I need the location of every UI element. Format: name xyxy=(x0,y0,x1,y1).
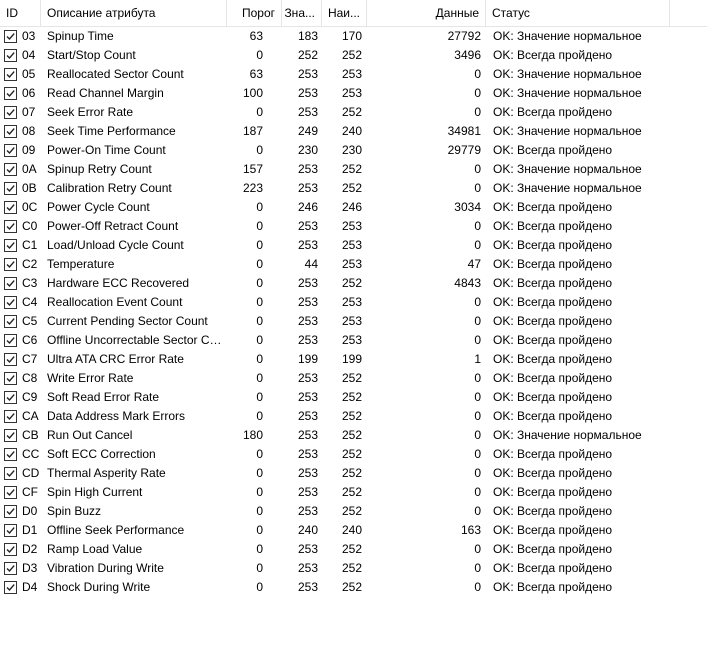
attribute-data: 0 xyxy=(474,561,481,575)
attribute-worst: 252 xyxy=(341,409,362,423)
attribute-id: C9 xyxy=(22,390,38,404)
attribute-description: Write Error Rate xyxy=(47,371,134,385)
column-header-id[interactable]: ID xyxy=(0,0,41,26)
attribute-worst: 252 xyxy=(341,181,362,195)
row-checkbox[interactable] xyxy=(4,581,17,594)
attribute-status: OK: Значение нормальное xyxy=(493,162,642,176)
row-checkbox[interactable] xyxy=(4,391,17,404)
attribute-worst: 252 xyxy=(341,162,362,176)
attribute-threshold: 0 xyxy=(256,561,263,575)
attribute-data: 27792 xyxy=(447,29,481,43)
attribute-threshold: 0 xyxy=(256,314,263,328)
attribute-threshold: 0 xyxy=(256,238,263,252)
attribute-id: C8 xyxy=(22,371,38,385)
attribute-worst: 252 xyxy=(341,580,362,594)
attribute-worst: 253 xyxy=(341,314,362,328)
attribute-description: Ramp Load Value xyxy=(47,542,143,556)
table-row[interactable] xyxy=(0,217,707,236)
attribute-data: 0 xyxy=(474,580,481,594)
table-row[interactable] xyxy=(0,274,707,293)
attribute-worst: 252 xyxy=(341,485,362,499)
attribute-value: 253 xyxy=(297,390,318,404)
attribute-description: Hardware ECC Recovered xyxy=(47,276,190,290)
attribute-status: OK: Всегда пройдено xyxy=(493,295,613,309)
attribute-data: 3034 xyxy=(454,200,481,214)
attribute-threshold: 0 xyxy=(256,219,263,233)
attribute-description: Seek Time Performance xyxy=(47,124,176,138)
attribute-id: D4 xyxy=(22,580,38,594)
attribute-description: Calibration Retry Count xyxy=(47,181,172,195)
attribute-id: C7 xyxy=(22,352,38,366)
column-header-data[interactable]: Данные xyxy=(367,0,486,26)
attribute-worst: 252 xyxy=(341,561,362,575)
attribute-status: OK: Всегда пройдено xyxy=(493,105,613,119)
attribute-value: 253 xyxy=(297,485,318,499)
attribute-threshold: 0 xyxy=(256,447,263,461)
table-row[interactable] xyxy=(0,369,707,388)
attribute-value: 253 xyxy=(297,447,318,461)
row-checkbox[interactable] xyxy=(4,68,17,81)
table-row[interactable] xyxy=(0,65,707,84)
attribute-value: 183 xyxy=(297,29,318,43)
attribute-id: 0B xyxy=(22,181,37,195)
table-row[interactable] xyxy=(0,46,707,65)
attribute-value: 44 xyxy=(304,257,318,271)
attribute-id: C1 xyxy=(22,238,38,252)
attribute-threshold: 0 xyxy=(256,580,263,594)
row-checkbox[interactable] xyxy=(4,486,17,499)
row-checkbox[interactable] xyxy=(4,87,17,100)
row-checkbox[interactable] xyxy=(4,49,17,62)
attribute-status: OK: Всегда пройдено xyxy=(493,504,613,518)
attribute-data: 3496 xyxy=(454,48,481,62)
attribute-description: Read Channel Margin xyxy=(47,86,164,100)
column-header-description[interactable]: Описание атрибута xyxy=(41,0,227,26)
attribute-id: 06 xyxy=(22,86,36,100)
attribute-status: OK: Всегда пройдено xyxy=(493,257,613,271)
attribute-threshold: 0 xyxy=(256,390,263,404)
attribute-data: 0 xyxy=(474,428,481,442)
attribute-description: Spin High Current xyxy=(47,485,143,499)
row-checkbox[interactable] xyxy=(4,505,17,518)
attribute-description: Spinup Retry Count xyxy=(47,162,152,176)
attribute-value: 253 xyxy=(297,86,318,100)
attribute-value: 253 xyxy=(297,333,318,347)
row-checkbox[interactable] xyxy=(4,410,17,423)
attribute-worst: 252 xyxy=(341,504,362,518)
row-checkbox[interactable] xyxy=(4,239,17,252)
attribute-id: 07 xyxy=(22,105,36,119)
table-row[interactable] xyxy=(0,483,707,502)
attribute-id: C0 xyxy=(22,219,38,233)
attribute-id: C5 xyxy=(22,314,38,328)
attribute-value: 252 xyxy=(297,48,318,62)
row-checkbox[interactable] xyxy=(4,182,17,195)
attribute-worst: 253 xyxy=(341,257,362,271)
attribute-id: CA xyxy=(22,409,39,423)
attribute-threshold: 0 xyxy=(256,276,263,290)
attribute-worst: 252 xyxy=(341,276,362,290)
attribute-data: 47 xyxy=(467,257,481,271)
attribute-worst: 252 xyxy=(341,542,362,556)
attribute-value: 253 xyxy=(297,276,318,290)
attribute-status: OK: Всегда пройдено xyxy=(493,561,613,575)
attribute-worst: 199 xyxy=(341,352,362,366)
attribute-status: OK: Всегда пройдено xyxy=(493,580,613,594)
row-checkbox[interactable] xyxy=(4,30,17,43)
attribute-description: Run Out Cancel xyxy=(47,428,133,442)
row-checkbox[interactable] xyxy=(4,562,17,575)
attribute-data: 0 xyxy=(474,238,481,252)
attribute-value: 253 xyxy=(297,67,318,81)
table-row[interactable] xyxy=(0,160,707,179)
table-row[interactable] xyxy=(0,198,707,217)
attribute-value: 246 xyxy=(297,200,318,214)
row-checkbox[interactable] xyxy=(4,543,17,556)
attribute-status: OK: Значение нормальное xyxy=(493,181,642,195)
attribute-status: OK: Всегда пройдено xyxy=(493,143,613,157)
attribute-value: 253 xyxy=(297,181,318,195)
attribute-value: 253 xyxy=(297,295,318,309)
attribute-threshold: 100 xyxy=(242,86,263,100)
attribute-threshold: 0 xyxy=(256,333,263,347)
attribute-value: 253 xyxy=(297,238,318,252)
row-checkbox[interactable] xyxy=(4,467,17,480)
attribute-id: D1 xyxy=(22,523,38,537)
attribute-value: 253 xyxy=(297,314,318,328)
attribute-id: CC xyxy=(22,447,40,461)
row-checkbox[interactable] xyxy=(4,201,17,214)
attribute-id: CD xyxy=(22,466,40,480)
attribute-threshold: 157 xyxy=(242,162,263,176)
attribute-status: OK: Всегда пройдено xyxy=(493,523,613,537)
table-row[interactable] xyxy=(0,255,707,274)
attribute-threshold: 223 xyxy=(242,181,263,195)
attribute-id: 09 xyxy=(22,143,36,157)
attribute-worst: 252 xyxy=(341,466,362,480)
attribute-threshold: 0 xyxy=(256,257,263,271)
table-row[interactable] xyxy=(0,331,707,350)
list-header xyxy=(0,0,707,27)
attribute-threshold: 0 xyxy=(256,105,263,119)
attribute-threshold: 0 xyxy=(256,542,263,556)
table-row[interactable] xyxy=(0,407,707,426)
attribute-data: 0 xyxy=(474,181,481,195)
attribute-threshold: 0 xyxy=(256,200,263,214)
attribute-status: OK: Значение нормальное xyxy=(493,29,642,43)
attribute-threshold: 63 xyxy=(249,29,263,43)
attribute-worst: 240 xyxy=(341,523,362,537)
attribute-data: 0 xyxy=(474,67,481,81)
attribute-data: 0 xyxy=(474,219,481,233)
attribute-data: 0 xyxy=(474,371,481,385)
table-row[interactable] xyxy=(0,236,707,255)
attribute-description: Thermal Asperity Rate xyxy=(47,466,166,480)
attribute-description: Power-Off Retract Count xyxy=(47,219,179,233)
attribute-status: OK: Всегда пройдено xyxy=(493,276,613,290)
table-row[interactable] xyxy=(0,426,707,445)
attribute-value: 249 xyxy=(297,124,318,138)
row-checkbox[interactable] xyxy=(4,372,17,385)
attribute-worst: 246 xyxy=(341,200,362,214)
attribute-status: OK: Всегда пройдено xyxy=(493,466,613,480)
attribute-threshold: 0 xyxy=(256,504,263,518)
attribute-status: OK: Всегда пройдено xyxy=(493,542,613,556)
attribute-description: Vibration During Write xyxy=(47,561,164,575)
attribute-value: 240 xyxy=(297,523,318,537)
table-row[interactable] xyxy=(0,179,707,198)
attribute-worst: 230 xyxy=(341,143,362,157)
attribute-description: Reallocated Sector Count xyxy=(47,67,184,81)
attribute-value: 230 xyxy=(297,143,318,157)
table-row[interactable] xyxy=(0,388,707,407)
table-row[interactable] xyxy=(0,445,707,464)
attribute-description: Offline Seek Performance xyxy=(47,523,185,537)
attribute-id: C2 xyxy=(22,257,38,271)
attribute-data: 0 xyxy=(474,485,481,499)
table-row[interactable] xyxy=(0,312,707,331)
table-row[interactable] xyxy=(0,27,707,46)
attribute-id: C4 xyxy=(22,295,38,309)
attribute-description: Shock During Write xyxy=(47,580,151,594)
attribute-threshold: 63 xyxy=(249,67,263,81)
attribute-threshold: 0 xyxy=(256,466,263,480)
table-row[interactable] xyxy=(0,521,707,540)
attribute-id: 08 xyxy=(22,124,36,138)
column-header-worst[interactable]: Наи... xyxy=(322,0,367,26)
attribute-description: Ultra ATA CRC Error Rate xyxy=(47,352,184,366)
attribute-threshold: 180 xyxy=(242,428,263,442)
attribute-threshold: 0 xyxy=(256,485,263,499)
attribute-worst: 252 xyxy=(341,48,362,62)
attribute-status: OK: Значение нормальное xyxy=(493,428,642,442)
attribute-threshold: 0 xyxy=(256,352,263,366)
table-row[interactable] xyxy=(0,350,707,369)
attribute-value: 253 xyxy=(297,561,318,575)
row-checkbox[interactable] xyxy=(4,296,17,309)
attribute-status: OK: Всегда пройдено xyxy=(493,333,613,347)
attribute-data: 0 xyxy=(474,409,481,423)
attribute-threshold: 0 xyxy=(256,523,263,537)
attribute-id: 0C xyxy=(22,200,38,214)
attribute-id: D3 xyxy=(22,561,38,575)
attribute-data: 0 xyxy=(474,86,481,100)
attribute-description: Reallocation Event Count xyxy=(47,295,183,309)
attribute-status: OK: Всегда пройдено xyxy=(493,447,613,461)
row-checkbox[interactable] xyxy=(4,448,17,461)
column-header-status[interactable]: Статус xyxy=(486,0,670,26)
attribute-data: 0 xyxy=(474,466,481,480)
row-checkbox[interactable] xyxy=(4,524,17,537)
attribute-value: 253 xyxy=(297,371,318,385)
attribute-threshold: 0 xyxy=(256,143,263,157)
attribute-id: C6 xyxy=(22,333,38,347)
row-checkbox[interactable] xyxy=(4,220,17,233)
attribute-worst: 253 xyxy=(341,333,362,347)
attribute-data: 0 xyxy=(474,447,481,461)
table-row[interactable] xyxy=(0,578,707,597)
attribute-value: 253 xyxy=(297,105,318,119)
attribute-worst: 253 xyxy=(341,238,362,252)
table-row[interactable] xyxy=(0,103,707,122)
attribute-status: OK: Всегда пройдено xyxy=(493,48,613,62)
attribute-value: 253 xyxy=(297,542,318,556)
attribute-data: 0 xyxy=(474,314,481,328)
attribute-data: 29779 xyxy=(447,143,481,157)
attribute-data: 4843 xyxy=(454,276,481,290)
attribute-data: 163 xyxy=(460,523,481,537)
attribute-description: Current Pending Sector Count xyxy=(47,314,208,328)
table-row[interactable] xyxy=(0,559,707,578)
table-row[interactable] xyxy=(0,84,707,103)
attribute-value: 199 xyxy=(297,352,318,366)
attribute-id: 0A xyxy=(22,162,37,176)
row-checkbox[interactable] xyxy=(4,315,17,328)
attribute-description: Spin Buzz xyxy=(47,504,102,518)
row-checkbox[interactable] xyxy=(4,125,17,138)
attribute-data: 0 xyxy=(474,390,481,404)
attribute-worst: 253 xyxy=(341,67,362,81)
attribute-data: 0 xyxy=(474,162,481,176)
attribute-value: 253 xyxy=(297,409,318,423)
row-checkbox[interactable] xyxy=(4,106,17,119)
attribute-data: 0 xyxy=(474,295,481,309)
attribute-threshold: 187 xyxy=(242,124,263,138)
attribute-description: Soft Read Error Rate xyxy=(47,390,160,404)
attribute-data: 0 xyxy=(474,504,481,518)
attribute-threshold: 0 xyxy=(256,48,263,62)
attribute-status: OK: Всегда пройдено xyxy=(493,390,613,404)
attribute-data: 0 xyxy=(474,542,481,556)
table-row[interactable] xyxy=(0,540,707,559)
attribute-threshold: 0 xyxy=(256,295,263,309)
attribute-data: 0 xyxy=(474,333,481,347)
attribute-worst: 252 xyxy=(341,390,362,404)
attribute-threshold: 0 xyxy=(256,371,263,385)
row-checkbox[interactable] xyxy=(4,163,17,176)
attribute-description: Power Cycle Count xyxy=(47,200,150,214)
attribute-worst: 252 xyxy=(341,105,362,119)
attribute-worst: 253 xyxy=(341,86,362,100)
row-checkbox[interactable] xyxy=(4,277,17,290)
attribute-value: 253 xyxy=(297,219,318,233)
attribute-worst: 252 xyxy=(341,447,362,461)
attribute-description: Data Address Mark Errors xyxy=(47,409,186,423)
attribute-description: Temperature xyxy=(47,257,115,271)
attribute-description: Load/Unload Cycle Count xyxy=(47,238,184,252)
attribute-id: C3 xyxy=(22,276,38,290)
row-checkbox[interactable] xyxy=(4,334,17,347)
row-checkbox[interactable] xyxy=(4,429,17,442)
attribute-status: OK: Значение нормальное xyxy=(493,67,642,81)
attribute-worst: 253 xyxy=(341,295,362,309)
attribute-status: OK: Всегда пройдено xyxy=(493,485,613,499)
row-checkbox[interactable] xyxy=(4,144,17,157)
attribute-value: 253 xyxy=(297,580,318,594)
attribute-id: D0 xyxy=(22,504,38,518)
attribute-status: OK: Всегда пройдено xyxy=(493,352,613,366)
attribute-description: Power-On Time Count xyxy=(47,143,166,157)
attribute-status: OK: Всегда пройдено xyxy=(493,314,613,328)
attribute-data: 1 xyxy=(474,352,481,366)
attribute-description: Offline Uncorrectable Sector C… xyxy=(47,333,222,347)
attribute-status: OK: Всегда пройдено xyxy=(493,409,613,423)
attribute-id: 05 xyxy=(22,67,36,81)
attribute-description: Spinup Time xyxy=(47,29,114,43)
column-header-value[interactable]: Зна... xyxy=(282,0,322,26)
attribute-worst: 252 xyxy=(341,371,362,385)
attribute-data: 0 xyxy=(474,105,481,119)
attribute-description: Soft ECC Correction xyxy=(47,447,156,461)
table-row[interactable] xyxy=(0,122,707,141)
attribute-id: D2 xyxy=(22,542,38,556)
attribute-value: 253 xyxy=(297,466,318,480)
attribute-status: OK: Всегда пройдено xyxy=(493,371,613,385)
attribute-id: 03 xyxy=(22,29,36,43)
row-checkbox[interactable] xyxy=(4,258,17,271)
table-row[interactable] xyxy=(0,293,707,312)
column-header-threshold[interactable]: Порог xyxy=(227,0,282,26)
attribute-threshold: 0 xyxy=(256,409,263,423)
row-checkbox[interactable] xyxy=(4,353,17,366)
attribute-status: OK: Всегда пройдено xyxy=(493,238,613,252)
attribute-status: OK: Значение нормальное xyxy=(493,124,642,138)
attribute-status: OK: Значение нормальное xyxy=(493,86,642,100)
attribute-id: 04 xyxy=(22,48,36,62)
attribute-description: Start/Stop Count xyxy=(47,48,136,62)
attribute-value: 253 xyxy=(297,162,318,176)
attribute-status: OK: Всегда пройдено xyxy=(493,200,613,214)
attribute-id: CB xyxy=(22,428,39,442)
attribute-description: Seek Error Rate xyxy=(47,105,134,119)
attribute-worst: 240 xyxy=(341,124,362,138)
table-row[interactable] xyxy=(0,141,707,160)
table-row[interactable] xyxy=(0,464,707,483)
attribute-worst: 170 xyxy=(341,29,362,43)
attribute-data: 34981 xyxy=(447,124,481,138)
attribute-worst: 252 xyxy=(341,428,362,442)
attribute-status: OK: Всегда пройдено xyxy=(493,219,613,233)
attribute-worst: 253 xyxy=(341,219,362,233)
attribute-id: CF xyxy=(22,485,38,499)
attribute-value: 253 xyxy=(297,504,318,518)
attribute-value: 253 xyxy=(297,428,318,442)
table-row[interactable] xyxy=(0,502,707,521)
